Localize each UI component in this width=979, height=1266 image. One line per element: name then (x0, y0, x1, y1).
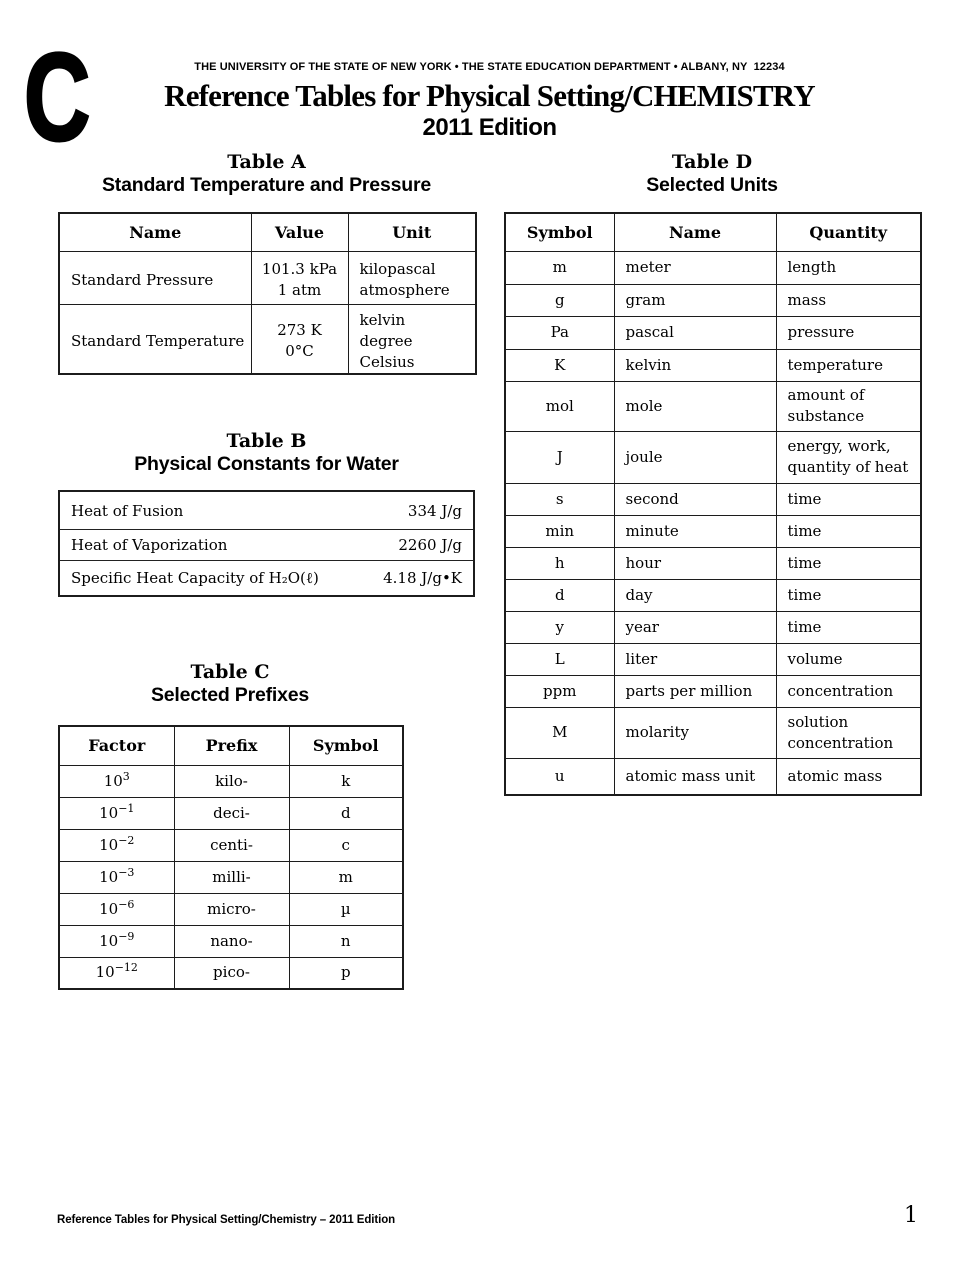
cell-prefix: micro- (174, 893, 289, 925)
cell-quantity: time (776, 515, 921, 547)
cell-factor (59, 861, 174, 893)
factor-base: 10 (103, 771, 123, 790)
cell-name: year (614, 611, 776, 643)
cell-quantity: solution concentration (776, 707, 921, 758)
edition-subtitle: 2011 Edition (422, 114, 557, 141)
cell-factor (59, 893, 174, 925)
cell-symbol: mol (505, 381, 614, 431)
cell-unit (348, 304, 476, 374)
cell-factor (59, 765, 174, 797)
table-d-subtitle: Selected Units (646, 174, 778, 196)
constant-value: 334 J/g (407, 501, 462, 520)
factor-base: 10 (95, 963, 115, 982)
factor-base: 10 (99, 835, 119, 854)
cell-prefix: nano- (174, 925, 289, 957)
cell-symbol: Pa (505, 316, 614, 349)
value-line: 273 K (277, 321, 322, 339)
column-header-value: Value (251, 213, 348, 251)
table-row (505, 758, 921, 795)
table-c-heading (58, 661, 402, 707)
factor-exponent: −3 (118, 865, 135, 879)
page-number: 1 (904, 1203, 918, 1228)
table-row (59, 925, 403, 957)
table-a-header-row (59, 213, 476, 251)
table-a-title: Table A (227, 151, 306, 173)
table-b-heading (58, 430, 475, 476)
constant-label: Heat of Vaporization (71, 536, 228, 554)
cell-symbol: m (289, 861, 403, 893)
cell-quantity: time (776, 483, 921, 515)
constant-value: 2260 J/g (398, 536, 462, 554)
factor-exponent: −1 (118, 801, 135, 815)
cover-letter-c: C (24, 29, 91, 167)
value-line: 1 atm (277, 281, 322, 299)
cell-symbol: y (505, 611, 614, 643)
table-row (505, 284, 921, 316)
factor-exponent: −6 (118, 897, 135, 911)
cell-name: liter (614, 643, 776, 675)
cell-name: second (614, 483, 776, 515)
table-row (59, 957, 403, 989)
table-row (505, 251, 921, 284)
table-row (59, 893, 403, 925)
column-header-name: Name (614, 213, 776, 251)
table-c-subtitle: Selected Prefixes (150, 684, 310, 706)
table-row (505, 547, 921, 579)
cell-quantity: mass (776, 284, 921, 316)
cell-name: gram (614, 284, 776, 316)
table-d-title: Table D (671, 151, 753, 173)
unit-line: kelvin (359, 310, 406, 329)
table-d-heading (504, 151, 920, 197)
factor-base: 10 (99, 931, 119, 950)
table-row (505, 381, 921, 431)
cell-quantity: time (776, 547, 921, 579)
cell-quantity: pressure (776, 316, 921, 349)
cell-symbol: h (505, 547, 614, 579)
cell-quantity: time (776, 579, 921, 611)
cell-symbol: L (505, 643, 614, 675)
cell-quantity: energy, work, quantity of heat (776, 431, 921, 483)
constant-label: Heat of Fusion (71, 501, 184, 520)
factor-base: 10 (99, 867, 119, 886)
table-b (58, 490, 475, 597)
table-row (59, 304, 476, 374)
table-c (58, 725, 404, 990)
cell-unit (348, 251, 476, 304)
cell-symbol: J (505, 431, 614, 483)
unit-line: atmosphere (359, 281, 450, 299)
table-d (504, 212, 922, 796)
table-row (59, 861, 403, 893)
cell-prefix: milli- (174, 861, 289, 893)
column-header-symbol: Symbol (505, 213, 614, 251)
cell-symbol: M (505, 707, 614, 758)
cell-name: pascal (614, 316, 776, 349)
table-row (59, 829, 403, 861)
factor-exponent: −12 (114, 961, 138, 975)
cell-name: day (614, 579, 776, 611)
unit-line: kilopascal (359, 260, 436, 278)
cell-quantity: length (776, 251, 921, 284)
column-header-quantity: Quantity (776, 213, 921, 251)
table-d-header-row (505, 213, 921, 251)
cell-prefix: pico- (174, 957, 289, 989)
table-row (505, 611, 921, 643)
cell-quantity: volume (776, 643, 921, 675)
cell-symbol: ppm (505, 675, 614, 707)
cell-quantity: concentration (776, 675, 921, 707)
cell-prefix: kilo- (174, 765, 289, 797)
table-row (505, 431, 921, 483)
table-row (59, 251, 476, 304)
column-header-prefix: Prefix (174, 726, 289, 765)
table-b-subtitle: Physical Constants for Water (134, 453, 399, 475)
table-row (505, 515, 921, 547)
unit-line: degree Celsius (359, 331, 415, 371)
constant-label: Specific Heat Capacity of H₂O(ℓ) (71, 568, 319, 587)
cell-name: joule (614, 431, 776, 483)
table-c-title: Table C (190, 661, 270, 683)
cell-quantity: atomic mass (776, 758, 921, 795)
cell-prefix: centi- (174, 829, 289, 861)
column-header-symbol: Symbol (289, 726, 403, 765)
table-a-heading (58, 151, 475, 197)
cell-symbol: u (505, 758, 614, 795)
cell-symbol: c (289, 829, 403, 861)
table-row (505, 579, 921, 611)
table-a-subtitle: Standard Temperature and Pressure (102, 174, 431, 196)
constant-value: 4.18 J/g•K (383, 569, 462, 587)
footer-document-title: Reference Tables for Physical Setting/Chemistry – 2011 Edition (57, 1214, 396, 1226)
cell-name: Standard Pressure (59, 251, 251, 304)
cell-symbol: d (505, 579, 614, 611)
cell-value (251, 251, 348, 304)
cell-symbol: µ (289, 893, 403, 925)
cell-name: minute (614, 515, 776, 547)
table-row (59, 765, 403, 797)
cell-symbol: min (505, 515, 614, 547)
factor-exponent: 3 (122, 769, 130, 783)
table-c-header-row (59, 726, 403, 765)
cell-factor (59, 797, 174, 829)
cell-factor (59, 925, 174, 957)
table-row (505, 643, 921, 675)
cell-symbol: m (505, 251, 614, 284)
cell-name: Standard Temperature (59, 304, 251, 374)
factor-exponent: −9 (118, 929, 135, 943)
table-row (60, 492, 473, 530)
cell-value (251, 304, 348, 374)
cell-symbol: p (289, 957, 403, 989)
cell-factor (59, 829, 174, 861)
cell-name: kelvin (614, 349, 776, 381)
page-title: Reference Tables for Physical Setting/CHEMISTRY (164, 78, 815, 113)
cell-name: parts per million (614, 675, 776, 707)
table-b-title: Table B (226, 430, 307, 452)
table-row (60, 561, 473, 595)
column-header-factor: Factor (59, 726, 174, 765)
cell-prefix: deci- (174, 797, 289, 829)
table-row (505, 707, 921, 758)
cell-name: molarity (614, 707, 776, 758)
cell-name: meter (614, 251, 776, 284)
factor-exponent: −2 (118, 833, 135, 847)
value-line: 0°C (285, 342, 314, 360)
cell-symbol: n (289, 925, 403, 957)
cell-quantity: time (776, 611, 921, 643)
table-a (58, 212, 477, 375)
cell-quantity: amount of substance (776, 381, 921, 431)
column-header-unit: Unit (348, 213, 476, 251)
table-row (505, 675, 921, 707)
factor-base: 10 (99, 803, 119, 822)
cell-symbol: K (505, 349, 614, 381)
cell-symbol: k (289, 765, 403, 797)
cell-quantity: temperature (776, 349, 921, 381)
cell-name: atomic mass unit (614, 758, 776, 795)
cell-symbol: g (505, 284, 614, 316)
column-header-name: Name (59, 213, 251, 251)
table-row (59, 797, 403, 829)
table-row (505, 483, 921, 515)
value-line: 101.3 kPa (261, 260, 338, 278)
cell-name: hour (614, 547, 776, 579)
cell-factor (59, 957, 174, 989)
cell-symbol: d (289, 797, 403, 829)
cell-name: mole (614, 381, 776, 431)
factor-base: 10 (99, 899, 119, 918)
agency-line: THE UNIVERSITY OF THE STATE OF NEW YORK • THE STATE EDUCATION DEPARTMENT • ALBANY, NY 12234 (194, 61, 785, 73)
table-row (505, 316, 921, 349)
table-row (60, 530, 473, 561)
table-row (505, 349, 921, 381)
cell-symbol: s (505, 483, 614, 515)
